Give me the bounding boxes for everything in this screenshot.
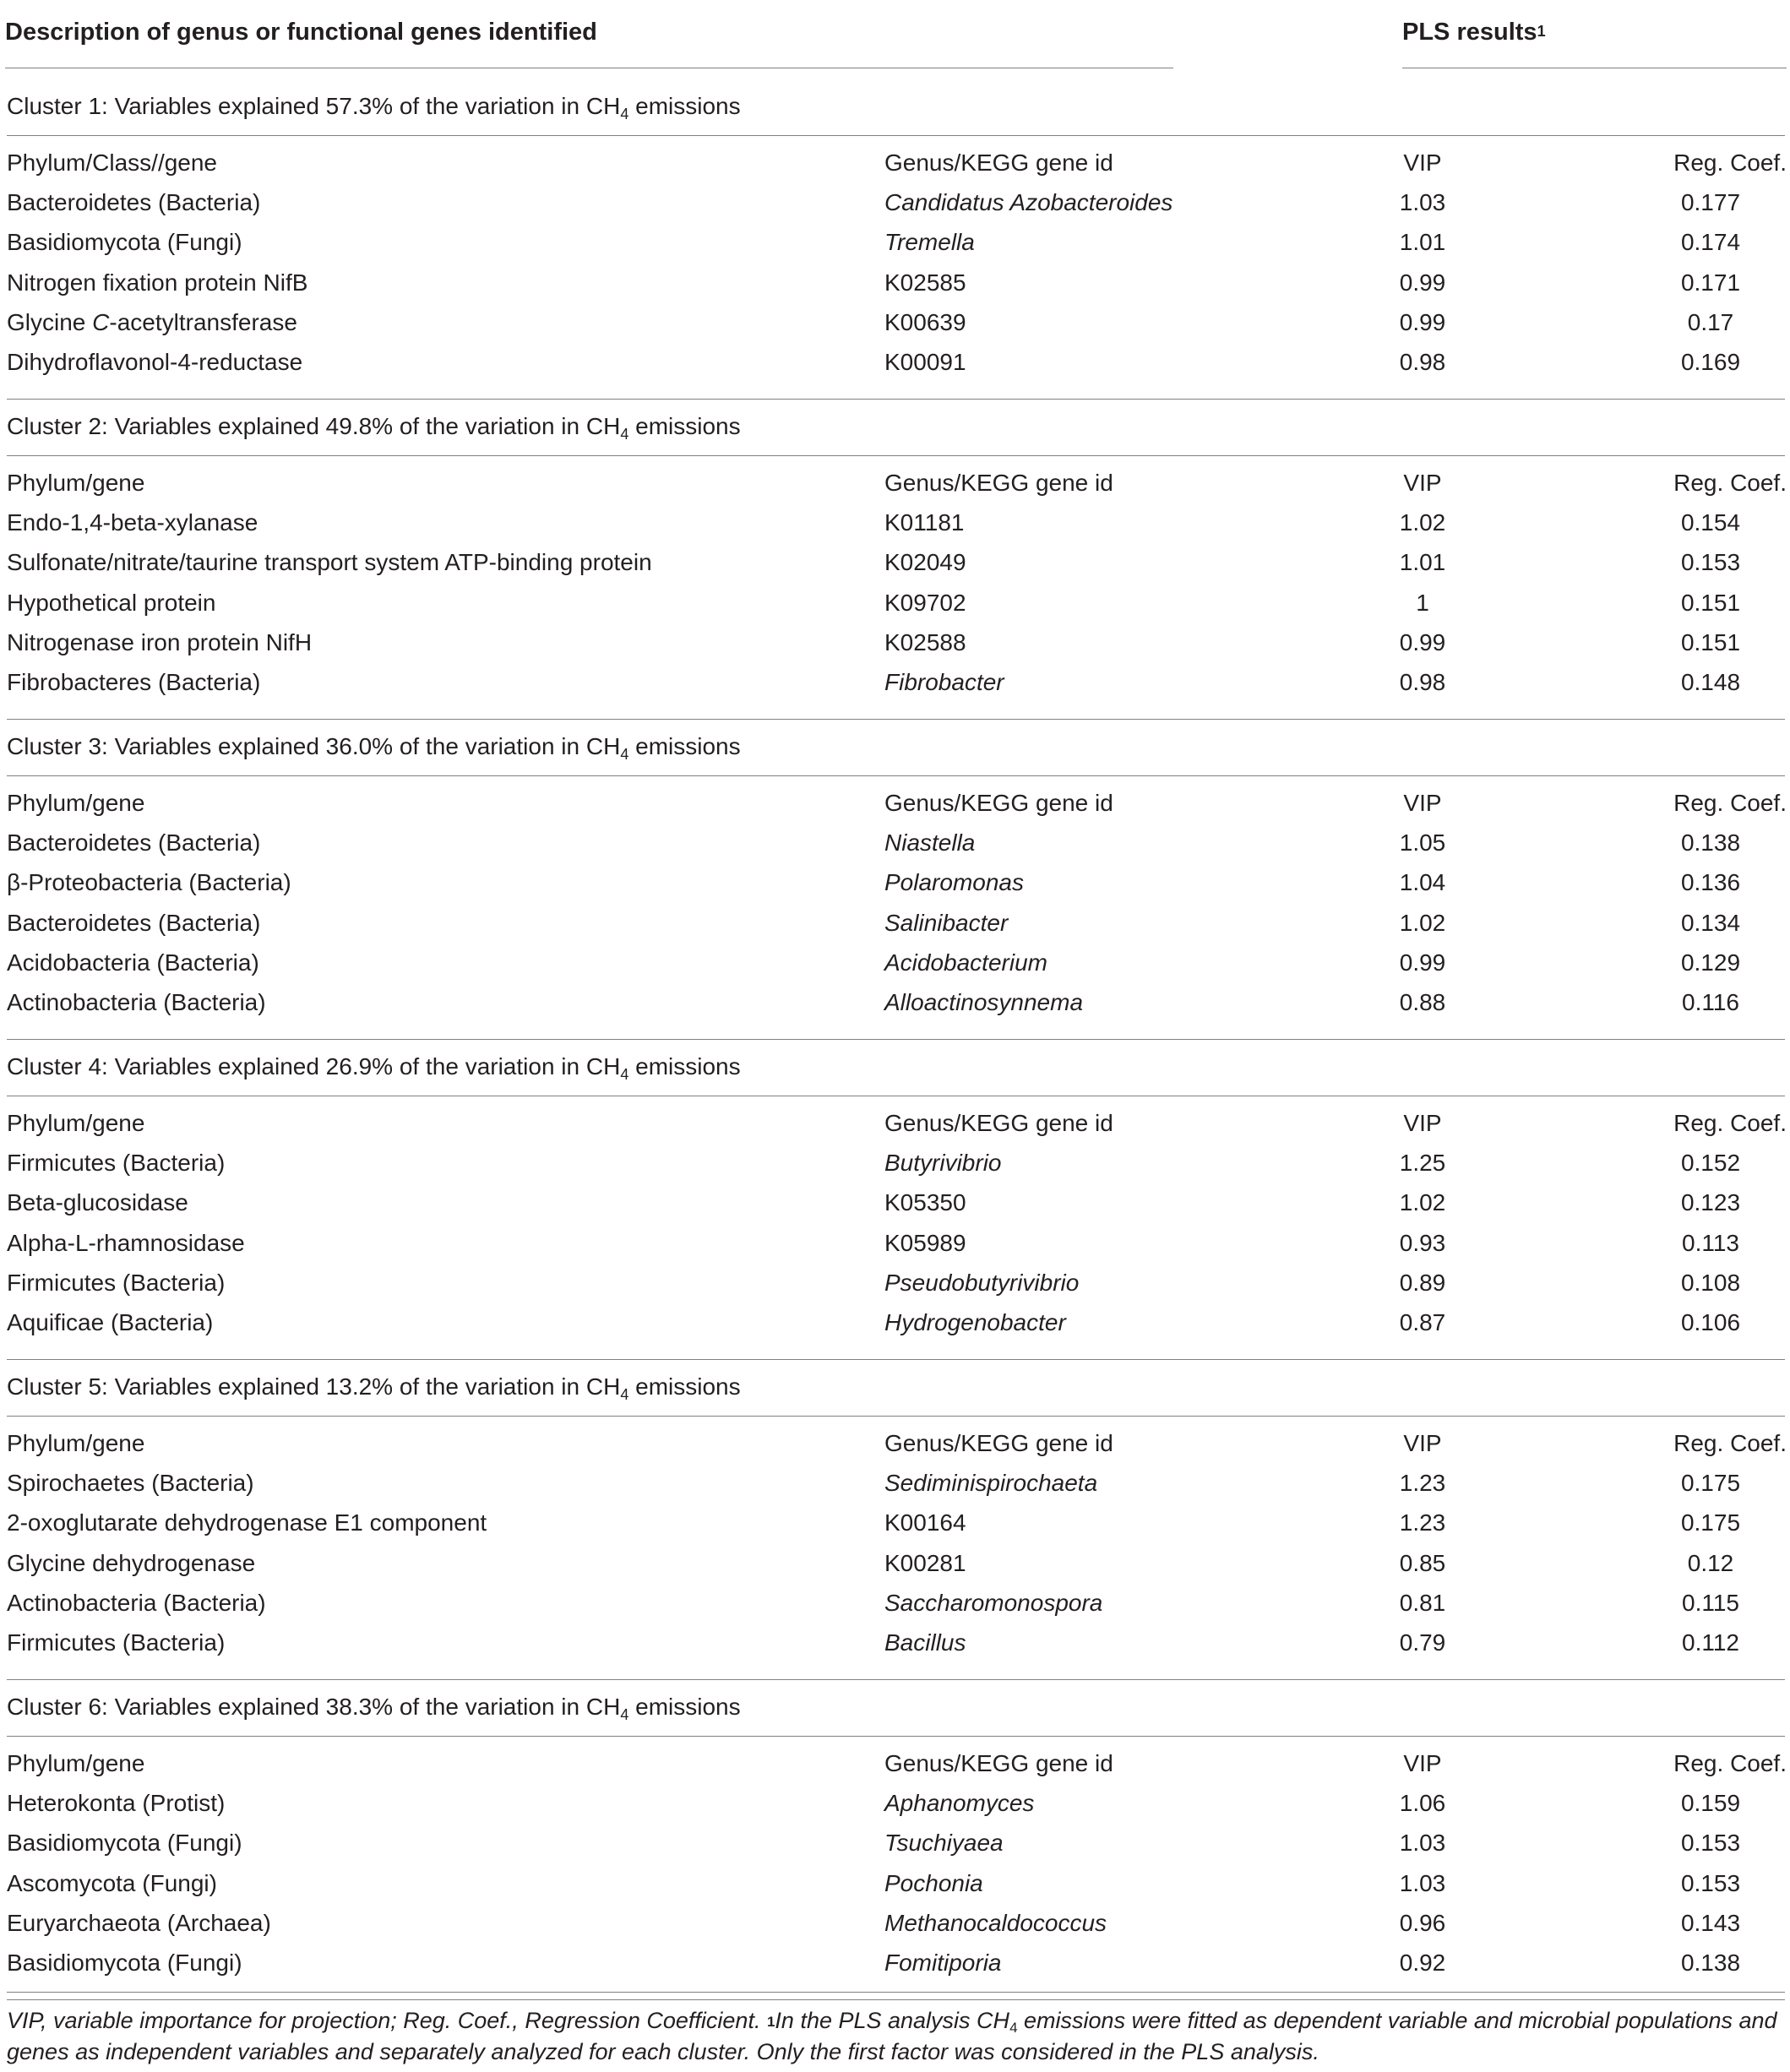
genus-kegg-cell: Hydrogenobacter: [884, 1309, 1066, 1335]
table-row: [0, 349, 1790, 389]
phylum-gene-cell: Nitrogenase iron protein NifH: [7, 628, 313, 655]
reg-coef-cell: 0.174: [1680, 229, 1741, 256]
table-row: [0, 669, 1790, 709]
genus-kegg-cell: Pseudobutyrivibrio: [884, 1269, 1080, 1296]
table-row: [0, 509, 1790, 549]
table-row: [0, 1189, 1790, 1229]
genus-kegg-cell: Polaromonas: [884, 869, 1024, 896]
phylum-column-header: Phylum/gene: [7, 790, 145, 816]
cluster-title-suffix: emissions: [628, 1373, 741, 1400]
table-header: [0, 0, 1790, 84]
table-row: [0, 549, 1790, 589]
genus-column-header: Genus/KEGG gene id: [884, 150, 1113, 176]
vip-cell: 0.85: [1399, 1549, 1446, 1576]
vip-cell: 1.01: [1399, 229, 1446, 256]
footnote-abbreviations: VIP, variable importance for projection; Reg. Coef., Regression Coefficient.: [7, 2008, 767, 2033]
table-row: [0, 829, 1790, 869]
vip-cell: 1.04: [1399, 869, 1446, 896]
vip-cell: 0.99: [1399, 949, 1446, 976]
phylum-gene-cell: Endo-1,4-beta-xylanase: [7, 509, 258, 536]
vip-cell: 0.88: [1399, 989, 1446, 1015]
reg-coef-cell: 0.159: [1680, 1790, 1741, 1817]
phylum-gene-cell: Basidiomycota (Fungi): [7, 1950, 242, 1976]
reg-coef-cell: 0.12: [1687, 1549, 1734, 1576]
genus-kegg-cell: Butyrivibrio: [884, 1150, 1002, 1177]
vip-cell: 0.89: [1399, 1269, 1446, 1296]
vip-cell: 1.03: [1399, 189, 1446, 216]
vip-column-header: VIP: [1403, 470, 1442, 496]
reg-coef-cell: 0.177: [1680, 189, 1741, 216]
vip-cell: 0.93: [1399, 1229, 1446, 1256]
vip-cell: 1: [1416, 589, 1429, 616]
vip-cell: 1.23: [1399, 1509, 1446, 1536]
cluster-title-suffix: emissions: [628, 93, 741, 119]
phylum-gene-cell: Spirochaetes (Bacteria): [7, 1470, 254, 1497]
reg-coef-column-header: Reg. Coef.: [1673, 1750, 1787, 1776]
genus-kegg-cell: Pochonia: [884, 1869, 983, 1896]
reg-coef-cell: 0.143: [1680, 1909, 1741, 1936]
cluster-title: [7, 413, 741, 443]
cluster-title-suffix: emissions: [628, 1053, 741, 1080]
reg-coef-cell: 0.169: [1680, 349, 1741, 375]
table-row: [0, 869, 1790, 909]
genus-kegg-cell: K00164: [884, 1509, 966, 1536]
table-row: [0, 229, 1790, 269]
genus-kegg-cell: K00639: [884, 308, 966, 335]
cluster-bottom-divider: [7, 1999, 1785, 2000]
column-header-row: [0, 1110, 1790, 1150]
table-row: [0, 1910, 1790, 1950]
table-row: [0, 1629, 1790, 1669]
table-row: [0, 1150, 1790, 1189]
phylum-gene-cell: Alpha-L-rhamnosidase: [7, 1229, 245, 1256]
vip-cell: 0.99: [1399, 308, 1446, 335]
genus-kegg-cell: K02588: [884, 628, 966, 655]
genus-kegg-cell: Acidobacterium: [884, 949, 1047, 976]
phylum-gene-cell: Hypothetical protein: [7, 589, 216, 616]
vip-column-header: VIP: [1403, 1750, 1442, 1776]
phylum-gene-text: -acetyltransferase: [109, 308, 297, 335]
cluster-title-subscript: 4: [620, 746, 629, 763]
footnote-divider: [7, 1992, 1785, 1993]
cluster-title-suffix: emissions: [628, 733, 741, 759]
phylum-column-header: Phylum/gene: [7, 1110, 145, 1136]
phylum-gene-cell: Nitrogen fixation protein NifB: [7, 269, 308, 296]
vip-cell: 1.05: [1399, 829, 1446, 857]
phylum-gene-cell: Euryarchaeota (Archaea): [7, 1909, 271, 1936]
genus-kegg-cell: Tsuchiyaea: [884, 1830, 1004, 1857]
pls-results-column-title: [1402, 19, 1546, 46]
table-row: [0, 1550, 1790, 1590]
phylum-gene-cell: Dihydroflavonol-4-reductase: [7, 349, 303, 375]
phylum-gene-text: Glycine: [7, 308, 93, 335]
phylum-gene-cell: Actinobacteria (Bacteria): [7, 1589, 266, 1616]
phylum-gene-cell: [7, 309, 297, 336]
table-row: [0, 309, 1790, 349]
footnote-text-b: emissions were fitted as dependent variable and microbial populations and genes as independent variables and separately analyzed for each cluster. Only the first factor was considered in the PLS analysis.: [7, 2008, 1777, 2064]
table-row: [0, 629, 1790, 669]
phylum-column-header: Phylum/Class//gene: [7, 150, 218, 176]
genus-column-header: Genus/KEGG gene id: [884, 1430, 1113, 1456]
genus-kegg-cell: Fibrobacter: [884, 669, 1004, 695]
cluster-title-text: Cluster 2: Variables explained 49.8% of the variation in CH: [7, 413, 621, 439]
phylum-gene-cell: Beta-glucosidase: [7, 1189, 188, 1216]
reg-coef-column-header: Reg. Coef.: [1673, 1430, 1787, 1456]
table-row: [0, 1230, 1790, 1270]
phylum-gene-cell: Bacteroidetes (Bacteria): [7, 189, 261, 216]
cluster-title-text: Cluster 5: Variables explained 13.2% of the variation in CH: [7, 1373, 621, 1400]
cluster-title: [7, 93, 741, 120]
table-row: [0, 1590, 1790, 1629]
cluster-title-suffix: emissions: [628, 1694, 741, 1720]
reg-coef-cell: 0.151: [1680, 589, 1741, 616]
reg-coef-column-header: Reg. Coef.: [1673, 150, 1787, 176]
phylum-gene-cell: β-Proteobacteria (Bacteria): [7, 869, 291, 896]
reg-coef-cell: 0.175: [1680, 1509, 1741, 1536]
table-row: [0, 910, 1790, 949]
phylum-column-header: Phylum/gene: [7, 470, 145, 496]
vip-cell: 1.03: [1399, 1830, 1446, 1857]
cluster-divider: [7, 1416, 1785, 1417]
reg-coef-cell: 0.134: [1680, 909, 1741, 936]
table-row: [0, 1470, 1790, 1509]
phylum-gene-cell: Glycine dehydrogenase: [7, 1549, 256, 1576]
reg-coef-column-header: Reg. Coef.: [1673, 1110, 1787, 1136]
column-header-row: [0, 1430, 1790, 1470]
table-row: [0, 1830, 1790, 1869]
cluster-title: [7, 1373, 741, 1403]
vip-cell: 0.79: [1399, 1629, 1446, 1656]
reg-coef-cell: 0.115: [1682, 1589, 1739, 1616]
phylum-gene-cell: Firmicutes (Bacteria): [7, 1629, 226, 1656]
reg-coef-column-header: Reg. Coef.: [1673, 790, 1787, 816]
genus-kegg-cell: Fomitiporia: [884, 1950, 1002, 1976]
cluster-bottom-divider: [7, 399, 1785, 400]
genus-kegg-cell: K02049: [884, 549, 966, 576]
cluster-title: [7, 1053, 741, 1083]
cluster-title-suffix: emissions: [628, 413, 741, 439]
phylum-column-header: Phylum/gene: [7, 1430, 145, 1456]
phylum-gene-cell: Basidiomycota (Fungi): [7, 1830, 242, 1857]
vip-cell: 1.23: [1399, 1470, 1446, 1497]
genus-kegg-cell: Alloactinosynnema: [884, 989, 1084, 1015]
footnote-text-a: In the PLS analysis CH: [775, 2008, 1010, 2033]
pls-results-label: PLS results: [1402, 19, 1537, 46]
table-row: [0, 269, 1790, 309]
vip-cell: 0.87: [1399, 1309, 1446, 1335]
reg-coef-cell: 0.108: [1680, 1269, 1741, 1296]
footnote-marker: 1: [766, 2014, 775, 2030]
vip-cell: 0.92: [1399, 1950, 1446, 1976]
reg-coef-cell: 0.116: [1682, 989, 1739, 1015]
cluster-title-text: Cluster 1: Variables explained 57.3% of the variation in CH: [7, 93, 621, 119]
cluster-bottom-divider: [7, 719, 1785, 720]
reg-coef-cell: 0.123: [1680, 1189, 1741, 1216]
reg-coef-cell: 0.136: [1680, 869, 1741, 896]
table-row: [0, 1509, 1790, 1549]
table-row: [0, 1309, 1790, 1349]
reg-coef-cell: 0.106: [1680, 1309, 1741, 1335]
genus-column-header: Genus/KEGG gene id: [884, 1750, 1113, 1776]
phylum-gene-cell: Fibrobacteres (Bacteria): [7, 669, 261, 695]
cluster-title-text: Cluster 6: Variables explained 38.3% of the variation in CH: [7, 1694, 621, 1720]
cluster-divider: [7, 775, 1785, 776]
cluster-divider: [7, 1736, 1785, 1737]
phylum-gene-cell: Firmicutes (Bacteria): [7, 1269, 226, 1296]
genus-kegg-cell: K00091: [884, 349, 966, 375]
genus-kegg-cell: K01181: [884, 509, 965, 536]
phylum-gene-italic: C: [92, 308, 110, 335]
reg-coef-cell: 0.138: [1680, 829, 1741, 857]
vip-cell: 0.99: [1399, 269, 1446, 296]
reg-coef-cell: 0.112: [1682, 1629, 1739, 1656]
genus-kegg-cell: Saccharomonospora: [884, 1589, 1103, 1616]
cluster-title-subscript: 4: [620, 1386, 629, 1403]
genus-column-header: Genus/KEGG gene id: [884, 470, 1113, 496]
phylum-gene-cell: Firmicutes (Bacteria): [7, 1150, 226, 1177]
vip-cell: 0.81: [1399, 1589, 1446, 1616]
reg-coef-cell: 0.148: [1680, 669, 1741, 695]
footnote-subscript: 4: [1009, 2020, 1018, 2036]
phylum-gene-cell: 2-oxoglutarate dehydrogenase E1 component: [7, 1509, 487, 1536]
genus-kegg-cell: Tremella: [884, 229, 975, 256]
phylum-gene-cell: Sulfonate/nitrate/taurine transport system ATP-binding protein: [7, 549, 652, 576]
vip-cell: 1.25: [1399, 1150, 1446, 1177]
vip-column-header: VIP: [1403, 150, 1442, 176]
vip-column-header: VIP: [1403, 1110, 1442, 1136]
genus-kegg-cell: Niastella: [884, 829, 976, 857]
column-header-row: [0, 1750, 1790, 1790]
reg-coef-cell: 0.152: [1680, 1150, 1741, 1177]
phylum-gene-cell: Aquificae (Bacteria): [7, 1309, 214, 1335]
reg-coef-column-header: Reg. Coef.: [1673, 470, 1787, 496]
reg-coef-cell: 0.175: [1680, 1470, 1741, 1497]
table-row: [0, 1270, 1790, 1309]
vip-cell: 0.99: [1399, 628, 1446, 655]
table-row: [0, 1870, 1790, 1910]
table-row: [0, 1950, 1790, 1989]
cluster-title-subscript: 4: [620, 1066, 629, 1083]
phylum-gene-cell: Ascomycota (Fungi): [7, 1869, 217, 1896]
table-row: [0, 989, 1790, 1029]
genus-kegg-cell: Aphanomyces: [884, 1790, 1035, 1817]
cluster-title-text: Cluster 3: Variables explained 36.0% of the variation in CH: [7, 733, 621, 759]
cluster-bottom-divider: [7, 1039, 1785, 1040]
vip-cell: 1.02: [1399, 1189, 1446, 1216]
vip-column-header: VIP: [1403, 790, 1442, 816]
genus-kegg-cell: Methanocaldococcus: [884, 1909, 1107, 1936]
vip-cell: 1.03: [1399, 1869, 1446, 1896]
cluster-title-subscript: 4: [620, 1706, 629, 1723]
phylum-column-header: Phylum/gene: [7, 1750, 145, 1776]
genus-column-header: Genus/KEGG gene id: [884, 790, 1113, 816]
genus-kegg-cell: K05989: [884, 1229, 966, 1256]
column-header-row: [0, 150, 1790, 189]
vip-cell: 0.96: [1399, 1909, 1446, 1936]
reg-coef-cell: 0.171: [1680, 269, 1741, 296]
phylum-gene-cell: Bacteroidetes (Bacteria): [7, 909, 261, 936]
vip-column-header: VIP: [1403, 1430, 1442, 1456]
table-footnote: [7, 2005, 1785, 2068]
genus-kegg-cell: K02585: [884, 269, 966, 296]
cluster-divider: [7, 455, 1785, 456]
phylum-gene-cell: Basidiomycota (Fungi): [7, 229, 242, 256]
phylum-gene-cell: Acidobacteria (Bacteria): [7, 949, 259, 976]
reg-coef-cell: 0.151: [1680, 628, 1741, 655]
cluster-bottom-divider: [7, 1679, 1785, 1680]
phylum-gene-cell: Actinobacteria (Bacteria): [7, 989, 266, 1015]
reg-coef-cell: 0.17: [1687, 308, 1734, 335]
vip-cell: 0.98: [1399, 349, 1446, 375]
phylum-gene-cell: Bacteroidetes (Bacteria): [7, 829, 261, 857]
phylum-gene-cell: Heterokonta (Protist): [7, 1790, 226, 1817]
table-row: [0, 590, 1790, 629]
column-header-row: [0, 790, 1790, 829]
description-column-title: Description of genus or functional genes identified: [5, 19, 597, 46]
reg-coef-cell: 0.154: [1680, 509, 1741, 536]
table-row: [0, 189, 1790, 229]
genus-column-header: Genus/KEGG gene id: [884, 1110, 1113, 1136]
footnote-marker: 1: [1537, 23, 1546, 40]
reg-coef-cell: 0.138: [1680, 1950, 1741, 1976]
cluster-title-subscript: 4: [620, 426, 629, 443]
reg-coef-cell: 0.153: [1680, 549, 1741, 576]
reg-coef-cell: 0.113: [1682, 1229, 1739, 1256]
genus-kegg-cell: K05350: [884, 1189, 966, 1216]
cluster-title-subscript: 4: [620, 106, 629, 122]
genus-kegg-cell: Candidatus Azobacteroides: [884, 189, 1173, 216]
vip-cell: 0.98: [1399, 669, 1446, 695]
vip-cell: 1.02: [1399, 509, 1446, 536]
genus-kegg-cell: K00281: [884, 1549, 966, 1576]
vip-cell: 1.06: [1399, 1790, 1446, 1817]
table-row: [0, 949, 1790, 989]
table-row: [0, 1790, 1790, 1830]
genus-kegg-cell: K09702: [884, 589, 966, 616]
cluster-divider: [7, 135, 1785, 136]
reg-coef-cell: 0.129: [1680, 949, 1741, 976]
cluster-title: [7, 1694, 741, 1721]
vip-cell: 1.01: [1399, 549, 1446, 576]
reg-coef-cell: 0.153: [1680, 1869, 1741, 1896]
cluster-title-text: Cluster 4: Variables explained 26.9% of the variation in CH: [7, 1053, 621, 1080]
genus-kegg-cell: Salinibacter: [884, 909, 1009, 936]
column-header-row: [0, 470, 1790, 509]
cluster-title: [7, 733, 741, 763]
genus-kegg-cell: Bacillus: [884, 1629, 966, 1656]
vip-cell: 1.02: [1399, 909, 1446, 936]
genus-kegg-cell: Sediminispirochaeta: [884, 1470, 1098, 1497]
cluster-bottom-divider: [7, 1359, 1785, 1360]
reg-coef-cell: 0.153: [1680, 1830, 1741, 1857]
